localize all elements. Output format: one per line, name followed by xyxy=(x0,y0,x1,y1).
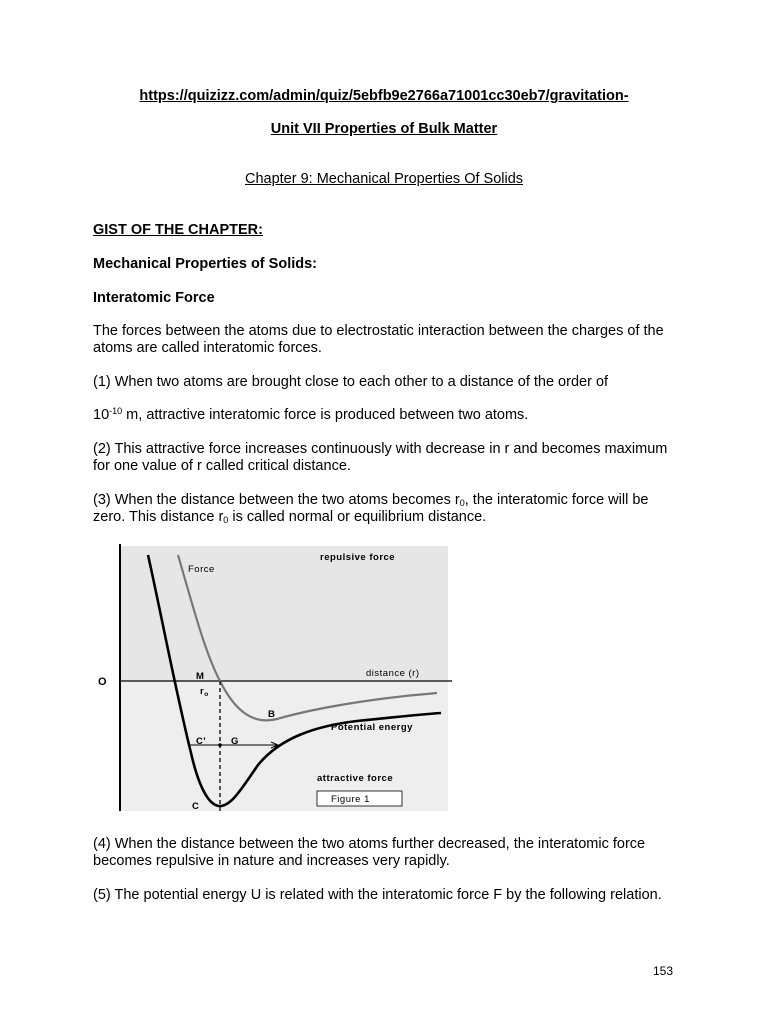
attractive-force-label: attractive force xyxy=(317,773,394,784)
point-4-paragraph: (4) When the distance between the two atoms further decreased, the interatomic force becomes repulsive in nature and increases very rapidly. xyxy=(93,836,646,869)
interatomic-force-figure xyxy=(95,543,455,815)
point-1-tail: m, attractive interatomic force is produced between two atoms. xyxy=(122,407,529,423)
distance-label: distance (r) xyxy=(366,668,420,679)
figure-caption: Figure 1 xyxy=(331,794,370,805)
r0-subscript-2: 0 xyxy=(223,515,229,525)
point-1-paragraph: (1) When two atoms are brought close to each other to a distance of the order of xyxy=(93,374,609,390)
point-1-continued xyxy=(93,407,683,424)
origin-label: O xyxy=(98,676,108,688)
potential-energy-label: Potential energy xyxy=(331,722,413,733)
c-prime-label: C' xyxy=(196,736,207,747)
gist-heading: GIST OF THE CHAPTER: xyxy=(93,222,263,238)
point-2-paragraph: (2) This attractive force increases continuously with decrease in r and becomes maximum for one value of r called critical distance. xyxy=(93,441,668,474)
unit-title: Unit VII Properties of Bulk Matter xyxy=(270,121,498,137)
force-label: Force xyxy=(188,564,215,575)
point-5-paragraph: (5) The potential energy U is related with the interatomic force F by the following relation. xyxy=(93,887,662,903)
p3-part-c: is called normal or equilibrium distance. xyxy=(228,509,487,525)
g-point xyxy=(218,743,222,747)
r0-label: $r_o$ xyxy=(200,686,209,698)
exponent: -10 xyxy=(109,406,123,416)
intro-paragraph: The forces between the atoms due to electrostatic interaction between the charges of the atoms are called interatomic forces. xyxy=(93,323,664,356)
repulsive-force-label: repulsive force xyxy=(320,552,396,563)
mech-props-heading: Mechanical Properties of Solids: xyxy=(93,256,317,272)
c-label: C xyxy=(192,801,200,812)
ten-base: 10 xyxy=(93,407,110,423)
g-label: G xyxy=(231,736,239,747)
chapter-title: Chapter 9: Mechanical Properties Of Solids xyxy=(244,171,524,187)
r0-subscript: 0 xyxy=(459,498,465,508)
interatomic-heading: Interatomic Force xyxy=(93,290,215,306)
b-label: B xyxy=(268,709,276,720)
quiz-url-link[interactable]: https://quizizz.com/admin/quiz/5ebfb9e2766a71001cc30eb7/gravitation- xyxy=(139,88,629,104)
p3-part-b: , the interatomic force will be zero. This distance r xyxy=(93,492,649,525)
page-number: 153 xyxy=(653,964,674,978)
point-3-paragraph xyxy=(93,492,683,526)
m-label: M xyxy=(196,671,205,682)
p3-part-a: (3) When the distance between the two atoms becomes r xyxy=(93,492,460,508)
